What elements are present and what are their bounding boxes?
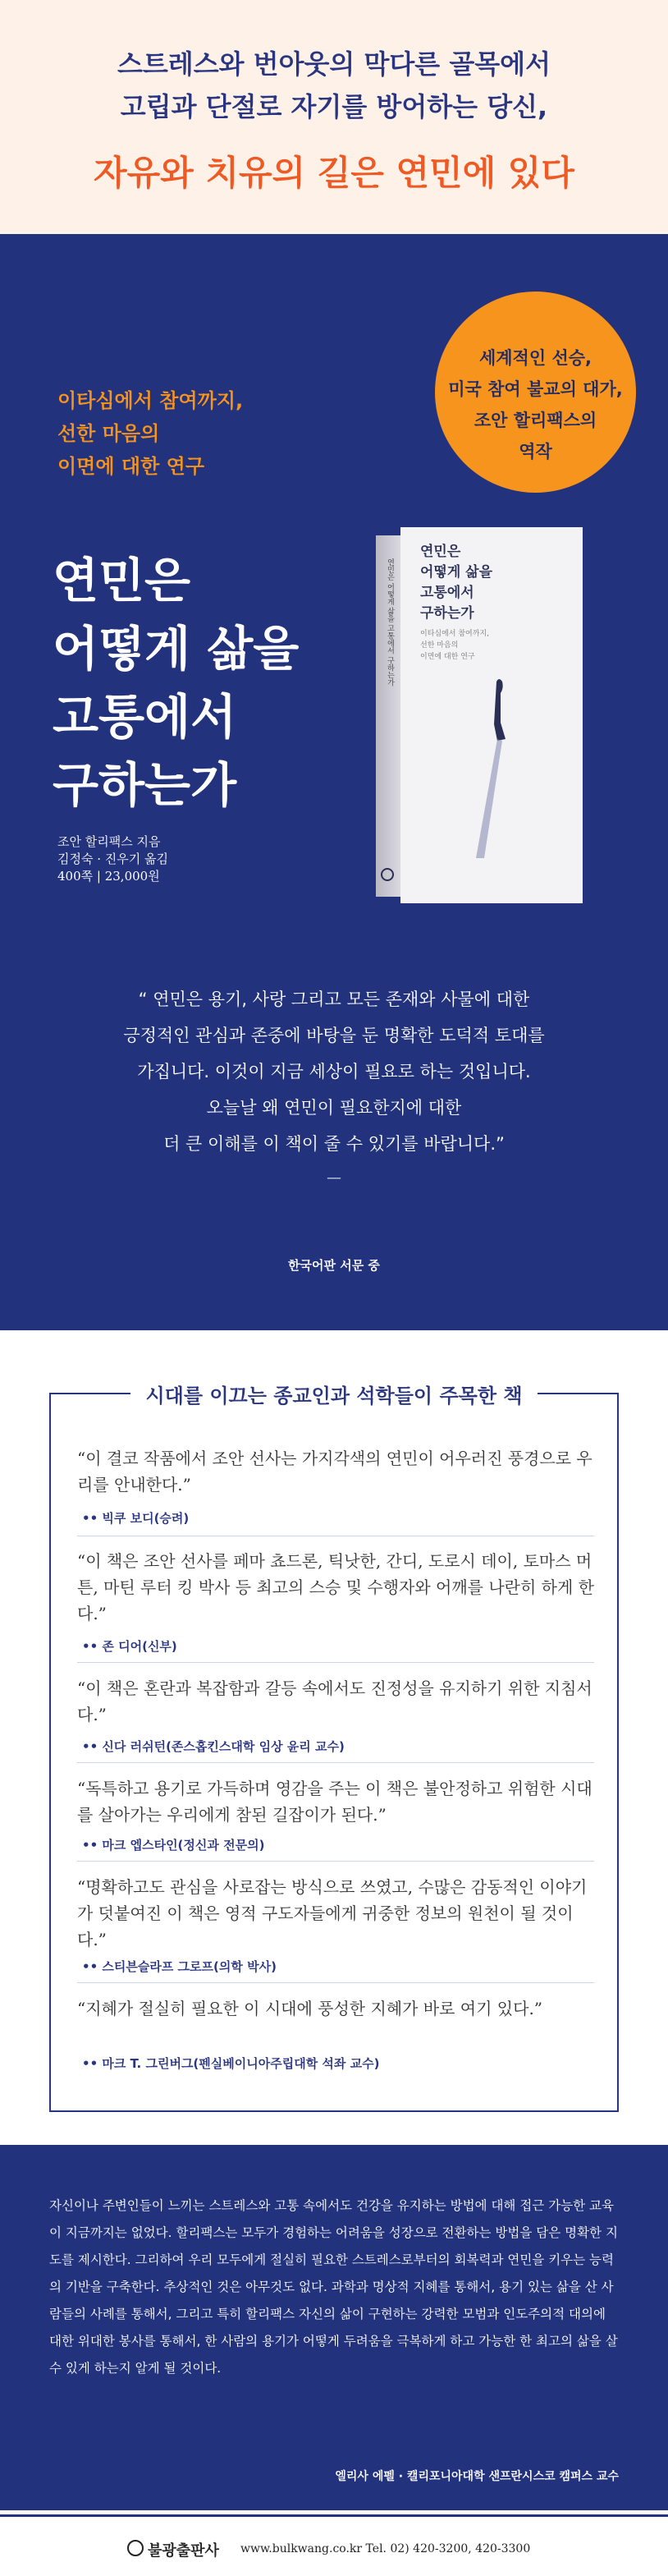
header-line-2: 고립과 단절로 자기를 방어하는 당신,: [120, 91, 548, 122]
tagline-line-3: 이면에 대한 연구: [57, 455, 204, 478]
quote-line-5: 더 큰 이해를 이 책이 줄 수 있기를 바랍니다.”: [163, 1134, 505, 1154]
divider: [77, 1861, 594, 1862]
recommendations-title: 시대를 이끄는 종교인과 석학들이 주목한 책: [130, 1380, 537, 1408]
book-credits: [57, 833, 168, 885]
divider: [77, 1662, 594, 1663]
endorsement-text: “지혜가 절실히 필요한 이 시대에 풍성한 지혜가 바로 여기 있다.”: [77, 1999, 543, 2018]
closing-paragraph: 자신이나 주변인들이 느끼는 스트레스와 고통 속에서도 건강을 유지하는 방법에 대해 접근 가능한 교육이 지금까지는 없었다. 할리팩스는 모두가 경험하는 어려움을 성장으로 전환하는 방법을 담은 명확한 지도를 제시한다. 그리하여 우리 모두에게 절실히 필요한 스트레스로부터의 회복력과 연민을 키우는 능력의 기반을 구축한다. 추상적인 것은 아무것도 없다. 과학과 명상적 지혜를 통해서, 용기 있는 삶을 산 사람들의 사례를 통해서, 그리고 특히 할리팩스 자신의 삶이 구현하는 강력한 모범과 인도주의적 대의에 대한 위대한 봉사를 통해서, 한 사람의 용기가 어떻게 두려움을 극복하게 하고 가능한 한 최고의 삶을 살 수 있게 하는지 알게 될 것이다.: [49, 2198, 618, 2376]
badge-line-3: 조안 할리팩스의: [474, 411, 597, 430]
quote-line-2: 긍정적인 관심과 존중에 바탕을 둔 명확한 도덕적 토대를: [123, 1026, 545, 1045]
quote-line-1: “ 연민은 용기, 사랑 그리고 모든 존재와 사물에 대한: [138, 990, 530, 1009]
headline: 자유와 치유의 길은 연민에 있다: [94, 153, 574, 193]
divider: [77, 1762, 594, 1763]
quote-source: 한국어판 서문 중: [288, 1258, 380, 1273]
endorsement-author: •• 신다 러쉬턴(존스홉킨스대학 임상 윤리 교수): [82, 1739, 345, 1754]
book-spine-text: 연민은 어떻게 삶을 고통에서 구하는가: [386, 558, 394, 686]
endorsement-text: “이 결코 작품에서 조안 선사는 가지각색의 연민이 어우러진 풍경으로 우리를 안내한다.”: [77, 1449, 593, 1495]
closing-source: 엘리사 에펠 · 캘리포니아대학 샌프란시스코 캠퍼스 교수: [335, 2470, 619, 2483]
tagline: [57, 384, 243, 483]
book-title-line-3: 고통에서: [53, 689, 237, 745]
preface-quote: [49, 981, 619, 1195]
tagline-line-2: 선한 마음의: [57, 422, 160, 445]
endorsement-author: •• 존 디어(신부): [82, 1639, 177, 1654]
quote-line-3: 가집니다. 이것이 지금 세상이 필요로 하는 것입니다.: [137, 1062, 531, 1081]
cover-title-line-2: 어떻게 삶을: [420, 564, 493, 581]
endorsement-text: “독특하고 용기로 가득하며 영감을 주는 이 책은 불안정하고 위험한 시대를 살아가는 우리에게 참된 길잡이가 된다.”: [77, 1779, 593, 1825]
endorsement-text: “명확하고도 관심을 사로잡는 방식으로 쓰였고, 수많은 감동적인 이야기가 덧붙여진 이 책은 영적 구도자들에게 귀중한 정보의 원천이 될 것이다.”: [77, 1877, 588, 1949]
cover-sub-line-2: 선한 마음의: [420, 641, 459, 650]
book-title-line-1: 연민은: [53, 553, 191, 608]
publisher-name: 불광출판사: [148, 2542, 219, 2560]
footer-rule: [0, 2514, 668, 2517]
endorsement-text: “이 책은 혼란과 복잡함과 갈등 속에서도 진정성을 유지하기 위한 지침서다.”: [77, 1678, 593, 1724]
endorsement-author: •• 마크 엡스타인(정신과 전문의): [82, 1838, 265, 1853]
quote-line-4: 오늘날 왜 연민이 필요한지에 대한: [206, 1098, 462, 1118]
recommendations-heading: [0, 1380, 668, 1408]
header-banner: [0, 0, 668, 234]
book-title-line-4: 구하는가: [53, 757, 237, 813]
endorsement-text: “이 책은 조안 선사를 페마 쵸드론, 틱낫한, 간디, 도로시 데이, 토마스 머튼, 마틴 루터 킹 박사 등 최고의 스승 및 수행자와 어깨를 나란히 하게 한다.”: [77, 1551, 594, 1623]
badge-line-2: 미국 참여 불교의 대가,: [448, 379, 623, 399]
endorsement-author: •• 빅쿠 보디(승려): [82, 1511, 190, 1526]
badge-line-4: 역작: [519, 442, 552, 461]
tagline-line-1: 이타심에서 참여까지,: [57, 389, 244, 412]
walking-figure-illustration: [460, 673, 533, 862]
book-cover-subtitle: [420, 628, 489, 663]
endorsement-author: •• 마크 T. 그린버그(펜실베이니아주립대학 석좌 교수): [82, 2056, 380, 2071]
quote-dash: —: [327, 1169, 341, 1187]
cover-title-line-3: 고통에서: [420, 585, 474, 601]
cover-sub-line-3: 이면에 대한 연구: [420, 653, 475, 661]
credit-authors: 조안 할리팩스 지음: [57, 834, 161, 849]
author-badge: [435, 292, 636, 493]
publisher-contact: www.bulkwang.co.kr Tel. 02) 420-3200, 420-3300: [240, 2542, 531, 2555]
divider: [77, 1982, 594, 1983]
book-cover-title: [420, 542, 492, 624]
book-title-line-2: 어떻게 삶을: [53, 621, 300, 677]
cover-sub-line-1: 이타심에서 참여까지,: [420, 630, 489, 638]
cover-title-line-4: 구하는가: [420, 605, 474, 622]
endorsement-author: •• 스티븐슬라프 그로프(의학 박사): [82, 1959, 277, 1974]
credit-price: 400쪽 | 23,000원: [57, 869, 160, 884]
header-lines: [0, 43, 668, 128]
badge-line-1: 세계적인 선승,: [478, 348, 592, 368]
header-line-1: 스트레스와 번아웃의 막다른 골목에서: [117, 48, 551, 80]
publisher-logo-icon: [127, 2540, 144, 2556]
credit-translators: 김정숙 · 진우기 옮김: [57, 852, 168, 866]
cover-title-line-1: 연민은: [420, 544, 461, 560]
publisher-logo-icon: [379, 866, 396, 886]
